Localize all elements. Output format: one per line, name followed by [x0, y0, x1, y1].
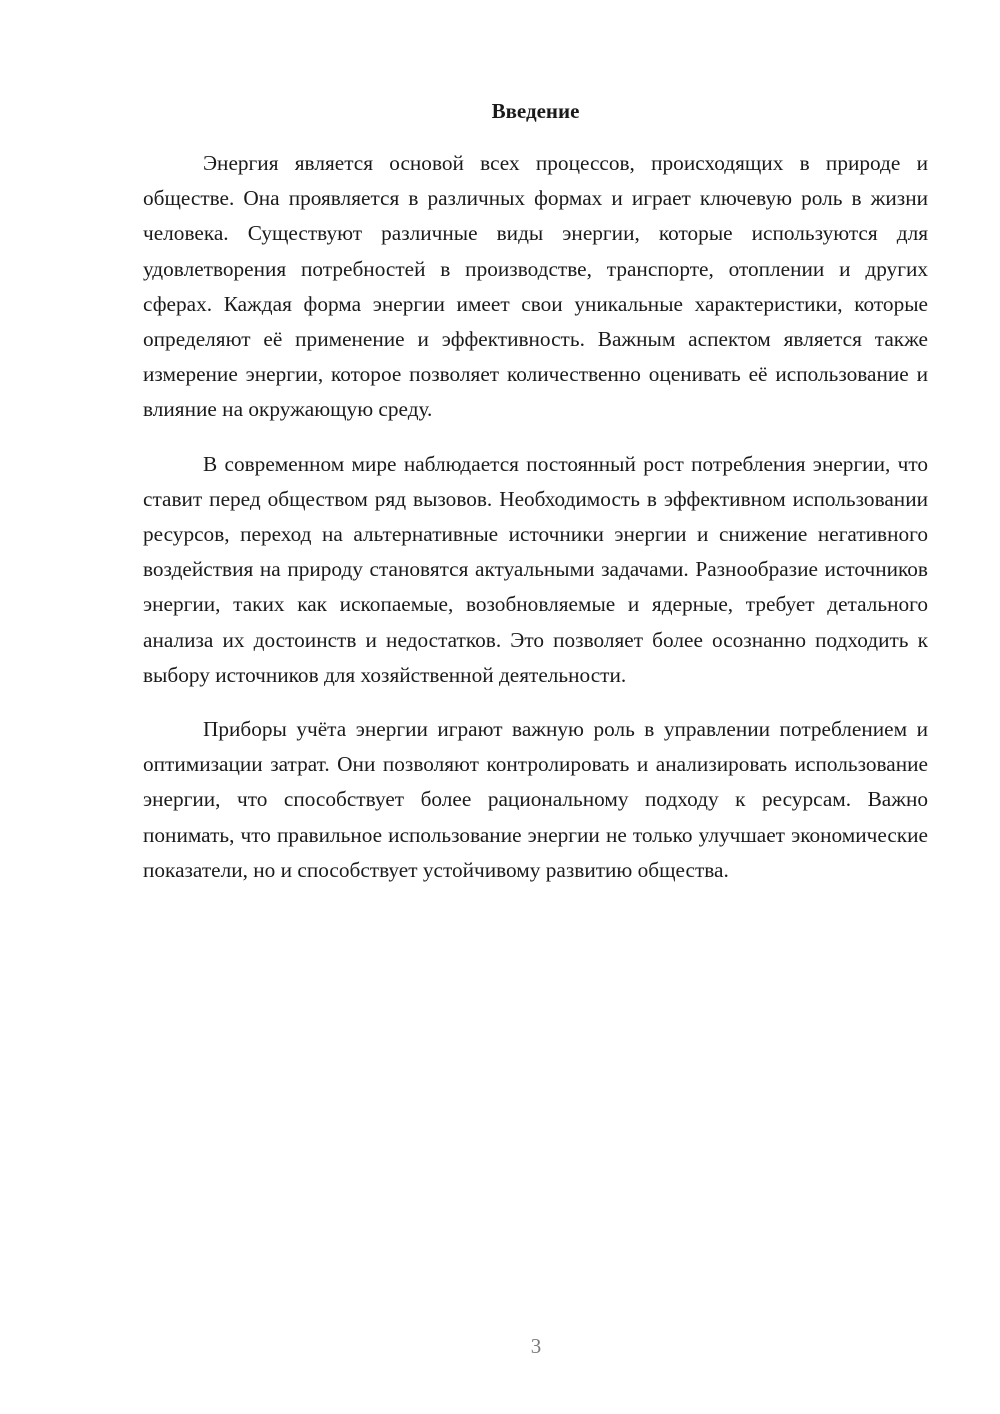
page-content	[143, 96, 928, 907]
section-heading: Введение	[491, 99, 580, 123]
paragraph-1: Энергия является основой всех процессов, происходящих в природе и обществе. Она проявляется в различных формах и играет ключевую роль в жизни человека. Существуют различные виды энергии, которые используются для удовлетворения потребностей в производстве, транспорте, отоплении и других сферах. Каждая форма энергии имеет свои уникальные характеристики, которые определяют её применение и эффективность. Важным аспектом является также измерение энергии, которое позволяет количественно оценивать её использование и влияние на окружающую среду.	[143, 151, 928, 422]
paragraph-3: Приборы учёта энергии играют важную роль в управлении потреблением и оптимизации затрат. Они позволяют контролировать и анализировать использование энергии, что способствует более рациональному подходу к ресурсам. Важно понимать, что правильное использование энергии не только улучшает экономические показатели, но и способствует устойчивому развитию общества.	[143, 717, 928, 882]
page-number: 3	[530, 1334, 542, 1358]
paragraph-2: В современном мире наблюдается постоянный рост потребления энергии, что ставит перед обществом ряд вызовов. Необходимость в эффективном использовании ресурсов, переход на альтернативные источники энергии и снижение негативного воздействия на природу становятся актуальными задачами. Разнообразие источников энергии, таких как ископаемые, возобновляемые и ядерные, требует детального анализа их достоинств и недостатков. Это позволяет более осознанно подходить к выбору источников для хозяйственной деятельности.	[143, 451, 928, 687]
